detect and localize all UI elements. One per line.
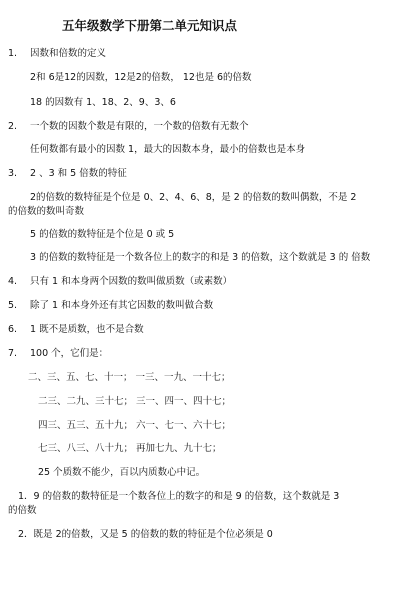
section-3-number: 3. <box>8 168 18 179</box>
section-1-line-1: 2和 6是12的因数，12是2的倍数， 12也是 6的倍数 <box>30 72 252 83</box>
section-3-heading: 2 、3 和 5 倍数的特征 <box>30 168 127 179</box>
section-5-heading: 除了 1 和本身外还有其它因数的数叫做合数 <box>30 300 214 311</box>
section-1-number: 1. <box>8 48 18 59</box>
section-6-number: 6. <box>8 324 18 335</box>
section-7-line-1: 二、三、五、七、十一； 一三、一九、一十七； <box>28 372 231 383</box>
section-3-line-1: 2的倍数的数特征是个位是 0、2、4、6、8，是 2 的倍数的数叫偶数，不是 2 <box>30 192 357 203</box>
extra-note-1: 1．9 的倍数的数特征是一个数各位上的数字的和是 9 的倍数，这个数就是 3 <box>18 491 340 502</box>
section-7-line-5: 25 个质数不能少，百以内质数心中记。 <box>38 467 206 478</box>
section-7-number: 7. <box>8 348 18 359</box>
page-title: 五年级数学下册第二单元知识点 <box>62 18 238 33</box>
section-1-heading: 因数和倍数的定义 <box>30 48 107 59</box>
section-4-heading: 只有 1 和本身两个因数的数叫做质数（或素数） <box>30 276 233 287</box>
section-2-heading: 一个数的因数个数是有限的，一个数的倍数有无数个 <box>30 121 249 132</box>
section-3-line-3: 5 的倍数的数特征是个位是 0 或 5 <box>30 229 175 240</box>
section-2-number: 2. <box>8 121 18 132</box>
extra-note-1-continued: 的倍数 <box>8 505 37 516</box>
section-7-line-2: 二三、二九、三十七； 三一、四一、四十七； <box>38 396 232 407</box>
section-7-line-4: 七三、八三、八十九； 再加七九、九十七； <box>38 443 222 454</box>
extra-note-2: 2．既是 2的倍数，又是 5 的倍数的数的特征是个位必须是 0 <box>18 529 273 540</box>
section-2-line-1: 任何数都有最小的因数 1，最大的因数本身，最小的倍数也是本身 <box>30 144 306 155</box>
section-3-line-4: 3 的倍数的数特征是一个数各位上的数字的和是 3 的倍数，这个数就是 3 的 倍数 <box>30 252 371 263</box>
section-5-number: 5. <box>8 300 18 311</box>
section-1-line-2: 18 的因数有 1、18、2、9、3、6 <box>30 97 176 108</box>
section-6-heading: 1 既不是质数，也不是合数 <box>30 324 144 335</box>
section-7-heading: 100 个，它们是： <box>30 348 109 359</box>
section-3-line-2: 的倍数的数叫奇数 <box>8 206 85 217</box>
section-7-line-3: 四三、五三、五十九； 六一、七一、六十七； <box>38 420 232 431</box>
section-4-number: 4. <box>8 276 18 287</box>
